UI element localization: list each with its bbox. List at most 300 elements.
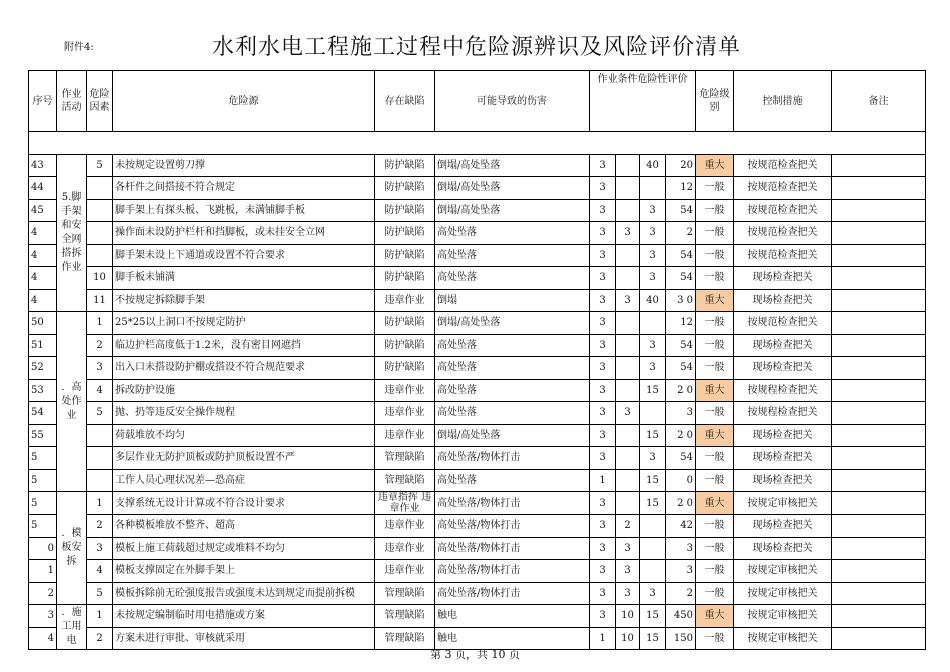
row-eval-c: 15 — [640, 627, 666, 650]
row-remark — [832, 244, 926, 267]
row-harm: 高处坠落 — [435, 222, 590, 245]
row-defect: 管理缺陷 — [375, 447, 435, 470]
row-eval-d: 3 0 — [666, 289, 696, 312]
row-level-badge: 一般 — [696, 560, 734, 583]
row-remark — [832, 154, 926, 177]
row-source: 临边护栏高度低于1.2米，没有密目网遮挡 — [113, 334, 375, 357]
header-harm: 可能导致的伤害 — [435, 71, 590, 132]
row-harm: 高处坠落 — [435, 402, 590, 425]
row-defect: 违章指挥 违章作业 — [375, 492, 435, 515]
row-factor: 4 — [87, 560, 113, 583]
row-control: 按规程检查把关 — [734, 379, 832, 402]
header-source: 危险源 — [113, 71, 375, 132]
row-control: 现场检查把关 — [734, 424, 832, 447]
row-source: 工作人员心理状况差—恐高症 — [113, 469, 375, 492]
row-seq: 44 — [29, 177, 57, 200]
row-defect: 管理缺陷 — [375, 582, 435, 605]
row-eval-c — [640, 537, 666, 560]
row-eval-c: 15 — [640, 424, 666, 447]
row-eval-l: 3 — [590, 244, 616, 267]
table-row — [29, 447, 926, 470]
row-remark — [832, 379, 926, 402]
row-factor — [87, 469, 113, 492]
row-eval-c — [640, 177, 666, 200]
row-defect: 违章作业 — [375, 515, 435, 538]
row-eval-d: 12 — [666, 312, 696, 335]
row-eval-c: 15 — [640, 492, 666, 515]
row-source: 未按规定编制临时用电措施或方案 — [113, 605, 375, 628]
row-seq: 1 — [29, 560, 57, 583]
row-seq: 5 — [29, 492, 57, 515]
row-level-badge: 重大 — [696, 154, 734, 177]
row-eval-c: 3 — [640, 244, 666, 267]
row-source: 25*25以上洞口不按规定防护 — [113, 312, 375, 335]
header-remark: 备注 — [832, 71, 926, 132]
row-seq: 5 — [29, 447, 57, 470]
row-control: 按规定审核把关 — [734, 560, 832, 583]
row-control: 按规范检查把关 — [734, 222, 832, 245]
row-eval-e — [616, 469, 640, 492]
row-factor: 5 — [87, 402, 113, 425]
header-control: 控制措施 — [734, 71, 832, 132]
activity-group: ．施工用电 — [57, 605, 87, 650]
row-eval-l: 3 — [590, 447, 616, 470]
table-row — [29, 582, 926, 605]
row-control: 按规定审核把关 — [734, 605, 832, 628]
row-harm: 高处坠落/物体打击 — [435, 537, 590, 560]
row-level-badge: 一般 — [696, 447, 734, 470]
row-eval-l: 3 — [590, 154, 616, 177]
row-harm: 高处坠落 — [435, 379, 590, 402]
table-row — [29, 560, 926, 583]
row-remark — [832, 199, 926, 222]
row-control: 按规范检查把关 — [734, 154, 832, 177]
row-eval-c: 15 — [640, 379, 666, 402]
row-eval-l: 3 — [590, 537, 616, 560]
row-level-badge: 一般 — [696, 199, 734, 222]
row-factor: 2 — [87, 627, 113, 650]
row-harm: 高处坠落/物体打击 — [435, 447, 590, 470]
row-source: 操作面未设防护栏杆和挡脚板，或未挂安全立网 — [113, 222, 375, 245]
row-eval-c: 15 — [640, 605, 666, 628]
row-remark — [832, 492, 926, 515]
table-row — [29, 244, 926, 267]
row-eval-e — [616, 312, 640, 335]
row-eval-e: 10 — [616, 605, 640, 628]
table-row — [29, 424, 926, 447]
row-eval-l: 1 — [590, 469, 616, 492]
row-eval-l: 3 — [590, 492, 616, 515]
row-source: 不按规定拆除脚手架 — [113, 289, 375, 312]
row-source: 多层作业无防护顶板或防护顶板设置不严 — [113, 447, 375, 470]
row-eval-e: 2 — [616, 515, 640, 538]
row-source: 模板支撑固定在外脚手架上 — [113, 560, 375, 583]
row-defect: 违章作业 — [375, 289, 435, 312]
row-eval-c — [640, 560, 666, 583]
row-level-badge: 一般 — [696, 582, 734, 605]
row-eval-d: 20 — [666, 154, 696, 177]
row-eval-l: 3 — [590, 357, 616, 380]
row-seq: 55 — [29, 424, 57, 447]
row-eval-l: 3 — [590, 177, 616, 200]
table-row — [29, 177, 926, 200]
row-eval-e: 3 — [616, 402, 640, 425]
activity-group: ．高处作业 — [57, 312, 87, 492]
row-factor: 3 — [87, 537, 113, 560]
table-row — [29, 402, 926, 425]
row-level-badge: 一般 — [696, 244, 734, 267]
row-factor: 5 — [87, 582, 113, 605]
row-factor — [87, 177, 113, 200]
row-level-badge: 一般 — [696, 402, 734, 425]
row-eval-e — [616, 154, 640, 177]
row-seq: 3 — [29, 605, 57, 628]
row-defect: 防护缺陷 — [375, 199, 435, 222]
row-factor — [87, 199, 113, 222]
row-eval-l: 3 — [590, 379, 616, 402]
row-source: 方案未进行审批、审核就采用 — [113, 627, 375, 650]
page-title: 水利水电工程施工过程中危险源辨识及风险评价清单 — [212, 35, 742, 60]
row-eval-c: 3 — [640, 222, 666, 245]
row-eval-e: 3 — [616, 289, 640, 312]
row-defect: 防护缺陷 — [375, 334, 435, 357]
row-factor: 1 — [87, 492, 113, 515]
header-eval: 作业条件危险性评价 — [590, 71, 696, 132]
row-control: 现场检查把关 — [734, 447, 832, 470]
header-activity: 作业活动 — [57, 71, 87, 132]
row-eval-c — [640, 515, 666, 538]
row-factor — [87, 447, 113, 470]
row-harm: 倒塌/高处坠落 — [435, 312, 590, 335]
table-row — [29, 379, 926, 402]
row-level-badge: 重大 — [696, 289, 734, 312]
row-eval-l: 3 — [590, 312, 616, 335]
row-defect: 违章作业 — [375, 402, 435, 425]
row-eval-d: 12 — [666, 177, 696, 200]
row-level-badge: 一般 — [696, 177, 734, 200]
row-eval-c: 3 — [640, 357, 666, 380]
row-eval-e — [616, 357, 640, 380]
row-control: 现场检查把关 — [734, 334, 832, 357]
row-eval-d: 2 0 — [666, 492, 696, 515]
row-remark — [832, 222, 926, 245]
row-eval-c — [640, 312, 666, 335]
row-defect: 违章作业 — [375, 537, 435, 560]
row-harm: 高处坠落/物体打击 — [435, 560, 590, 583]
spacer-row — [29, 132, 926, 155]
row-eval-e — [616, 492, 640, 515]
row-source: 脚手板未铺满 — [113, 267, 375, 290]
row-seq: 53 — [29, 379, 57, 402]
row-source: 脚手架上有探头板、飞跳板，未满铺脚手板 — [113, 199, 375, 222]
row-eval-e — [616, 267, 640, 290]
row-eval-c: 40 — [640, 154, 666, 177]
table-row — [29, 515, 926, 538]
row-control: 按规定审核把关 — [734, 627, 832, 650]
row-eval-d: 54 — [666, 267, 696, 290]
row-defect: 违章作业 — [375, 379, 435, 402]
row-eval-e: 10 — [616, 627, 640, 650]
row-eval-l: 3 — [590, 605, 616, 628]
row-source: 荷载堆放不均匀 — [113, 424, 375, 447]
row-eval-d: 3 — [666, 560, 696, 583]
row-eval-c: 3 — [640, 199, 666, 222]
row-seq: 4 — [29, 289, 57, 312]
row-seq: 4 — [29, 627, 57, 650]
table-row — [29, 492, 926, 515]
row-source: 脚手架未设上下通道或设置不符合要求 — [113, 244, 375, 267]
row-factor — [87, 244, 113, 267]
row-defect: 防护缺陷 — [375, 357, 435, 380]
row-eval-l: 3 — [590, 515, 616, 538]
row-seq: 54 — [29, 402, 57, 425]
attachment-label: 附件4: — [64, 42, 94, 53]
table-header-row — [29, 71, 926, 132]
table-row — [29, 222, 926, 245]
activity-group: 5.脚手架和安全网搭拆作业 — [57, 154, 87, 312]
row-factor: 5 — [87, 154, 113, 177]
row-eval-d: 2 — [666, 222, 696, 245]
row-defect: 管理缺陷 — [375, 627, 435, 650]
row-eval-l: 3 — [590, 289, 616, 312]
row-defect: 防护缺陷 — [375, 244, 435, 267]
row-level-badge: 一般 — [696, 334, 734, 357]
row-remark — [832, 469, 926, 492]
row-control: 现场检查把关 — [734, 515, 832, 538]
row-level-badge: 一般 — [696, 267, 734, 290]
row-remark — [832, 312, 926, 335]
hazard-table — [28, 70, 926, 650]
row-eval-e — [616, 177, 640, 200]
row-source: 拆改防护设施 — [113, 379, 375, 402]
row-defect: 管理缺陷 — [375, 605, 435, 628]
row-eval-d: 54 — [666, 334, 696, 357]
row-source: 出入口未搭设防护棚或搭设不符合规范要求 — [113, 357, 375, 380]
row-eval-e — [616, 424, 640, 447]
row-eval-l: 3 — [590, 222, 616, 245]
table-row — [29, 154, 926, 177]
row-remark — [832, 537, 926, 560]
row-harm: 高处坠落 — [435, 267, 590, 290]
row-remark — [832, 177, 926, 200]
row-harm: 高处坠落 — [435, 357, 590, 380]
row-eval-c: 3 — [640, 334, 666, 357]
row-source: 未按规定设置剪刀撑 — [113, 154, 375, 177]
row-seq: 2 — [29, 582, 57, 605]
row-harm: 倒塌/高处坠落 — [435, 199, 590, 222]
row-defect: 违章作业 — [375, 424, 435, 447]
row-seq: 45 — [29, 199, 57, 222]
row-level-badge: 一般 — [696, 312, 734, 335]
row-factor — [87, 424, 113, 447]
row-eval-l: 3 — [590, 199, 616, 222]
row-harm: 倒塌 — [435, 289, 590, 312]
row-factor: 4 — [87, 379, 113, 402]
header-factor: 危险因素 — [87, 71, 113, 132]
table-row — [29, 469, 926, 492]
row-remark — [832, 402, 926, 425]
row-source: 各杆件之间搭接不符合规定 — [113, 177, 375, 200]
row-level-badge: 一般 — [696, 469, 734, 492]
row-control: 现场检查把关 — [734, 469, 832, 492]
row-harm: 高处坠落/物体打击 — [435, 492, 590, 515]
row-seq: 51 — [29, 334, 57, 357]
activity-group: ．模板安拆 — [57, 492, 87, 605]
table-row — [29, 537, 926, 560]
row-level-badge: 重大 — [696, 492, 734, 515]
table-row — [29, 312, 926, 335]
row-defect: 防护缺陷 — [375, 222, 435, 245]
row-remark — [832, 334, 926, 357]
table-row — [29, 199, 926, 222]
row-remark — [832, 357, 926, 380]
row-eval-d: 2 — [666, 582, 696, 605]
row-remark — [832, 289, 926, 312]
row-eval-e: 3 — [616, 582, 640, 605]
row-factor: 10 — [87, 267, 113, 290]
table-row — [29, 605, 926, 628]
row-remark — [832, 560, 926, 583]
header-seq: 序号 — [29, 71, 57, 132]
row-source: 支撑系统无设计计算或不符合设计要求 — [113, 492, 375, 515]
row-eval-l: 3 — [590, 560, 616, 583]
row-level-badge: 重大 — [696, 379, 734, 402]
row-harm: 倒塌/高处坠落 — [435, 177, 590, 200]
row-seq: 0 — [29, 537, 57, 560]
row-seq: 4 — [29, 222, 57, 245]
row-factor: 3 — [87, 357, 113, 380]
row-source: 模板拆除前无砼强度报告或强度未达到规定而提前拆模 — [113, 582, 375, 605]
row-eval-c: 3 — [640, 267, 666, 290]
row-control: 按规范检查把关 — [734, 312, 832, 335]
row-eval-l: 3 — [590, 582, 616, 605]
row-eval-c: 40 — [640, 289, 666, 312]
row-harm: 触电 — [435, 627, 590, 650]
row-eval-e: 3 — [616, 222, 640, 245]
row-eval-c: 15 — [640, 469, 666, 492]
row-seq: 5 — [29, 515, 57, 538]
row-defect: 防护缺陷 — [375, 267, 435, 290]
row-seq: 5 — [29, 469, 57, 492]
row-eval-d: 0 — [666, 469, 696, 492]
row-harm: 高处坠落 — [435, 334, 590, 357]
row-eval-c — [640, 402, 666, 425]
row-eval-e — [616, 244, 640, 267]
row-control: 现场检查把关 — [734, 357, 832, 380]
row-eval-d: 54 — [666, 357, 696, 380]
row-eval-d: 450 — [666, 605, 696, 628]
row-eval-d: 3 — [666, 402, 696, 425]
row-defect: 管理缺陷 — [375, 469, 435, 492]
row-source: 各种模板堆放不整齐、超高 — [113, 515, 375, 538]
row-eval-e: 3 — [616, 537, 640, 560]
row-factor: 2 — [87, 515, 113, 538]
row-level-badge: 一般 — [696, 515, 734, 538]
row-control: 现场检查把关 — [734, 267, 832, 290]
row-harm: 高处坠落 — [435, 244, 590, 267]
page-footer: 第 3 页，共 10 页 — [430, 648, 520, 661]
row-eval-e — [616, 199, 640, 222]
row-source: 抛、扔等违反安全操作规程 — [113, 402, 375, 425]
row-harm: 倒塌/高处坠落 — [435, 424, 590, 447]
row-eval-l: 3 — [590, 267, 616, 290]
row-factor: 2 — [87, 334, 113, 357]
row-eval-d: 42 — [666, 515, 696, 538]
table-row — [29, 334, 926, 357]
row-remark — [832, 447, 926, 470]
row-eval-d: 150 — [666, 627, 696, 650]
row-eval-e: 3 — [616, 560, 640, 583]
row-source: 模板上施工荷载超过规定或堆料不均匀 — [113, 537, 375, 560]
row-eval-c: 3 — [640, 447, 666, 470]
row-defect: 防护缺陷 — [375, 177, 435, 200]
row-eval-d: 2 0 — [666, 379, 696, 402]
row-defect: 防护缺陷 — [375, 154, 435, 177]
row-factor: 1 — [87, 312, 113, 335]
table-row — [29, 289, 926, 312]
row-harm: 倒塌/高处坠落 — [435, 154, 590, 177]
row-defect: 防护缺陷 — [375, 312, 435, 335]
row-seq: 43 — [29, 154, 57, 177]
row-control: 按规范检查把关 — [734, 199, 832, 222]
row-remark — [832, 424, 926, 447]
row-seq: 4 — [29, 244, 57, 267]
row-eval-e — [616, 334, 640, 357]
row-eval-e — [616, 379, 640, 402]
row-control: 按规定审核把关 — [734, 492, 832, 515]
row-eval-d: 54 — [666, 199, 696, 222]
row-eval-c: 3 — [640, 582, 666, 605]
row-control: 按规程检查把关 — [734, 402, 832, 425]
row-control: 现场检查把关 — [734, 537, 832, 560]
row-level-badge: 重大 — [696, 424, 734, 447]
row-seq: 52 — [29, 357, 57, 380]
row-control: 现场检查把关 — [734, 289, 832, 312]
row-level-badge: 一般 — [696, 627, 734, 650]
row-control: 按规范检查把关 — [734, 177, 832, 200]
row-harm: 触电 — [435, 605, 590, 628]
row-harm: 高处坠落 — [435, 469, 590, 492]
row-eval-l: 3 — [590, 334, 616, 357]
row-control: 按规定审核把关 — [734, 582, 832, 605]
row-harm: 高处坠落/物体打击 — [435, 582, 590, 605]
row-eval-d: 2 0 — [666, 424, 696, 447]
row-level-badge: 一般 — [696, 537, 734, 560]
row-seq: 4 — [29, 267, 57, 290]
row-eval-e — [616, 447, 640, 470]
row-eval-l: 3 — [590, 424, 616, 447]
header-defect: 存在缺陷 — [375, 71, 435, 132]
row-factor: 11 — [87, 289, 113, 312]
row-eval-d: 54 — [666, 447, 696, 470]
row-remark — [832, 267, 926, 290]
table-row — [29, 267, 926, 290]
row-factor: 1 — [87, 605, 113, 628]
row-remark — [832, 582, 926, 605]
table-row — [29, 357, 926, 380]
row-level-badge: 一般 — [696, 357, 734, 380]
row-eval-d: 3 — [666, 537, 696, 560]
row-eval-l: 3 — [590, 402, 616, 425]
header-level: 危险级别 — [696, 71, 734, 132]
row-level-badge: 一般 — [696, 222, 734, 245]
row-harm: 高处坠落/物体打击 — [435, 515, 590, 538]
row-defect: 违章作业 — [375, 560, 435, 583]
row-eval-d: 54 — [666, 244, 696, 267]
row-level-badge: 重大 — [696, 605, 734, 628]
row-seq: 50 — [29, 312, 57, 335]
row-remark — [832, 515, 926, 538]
